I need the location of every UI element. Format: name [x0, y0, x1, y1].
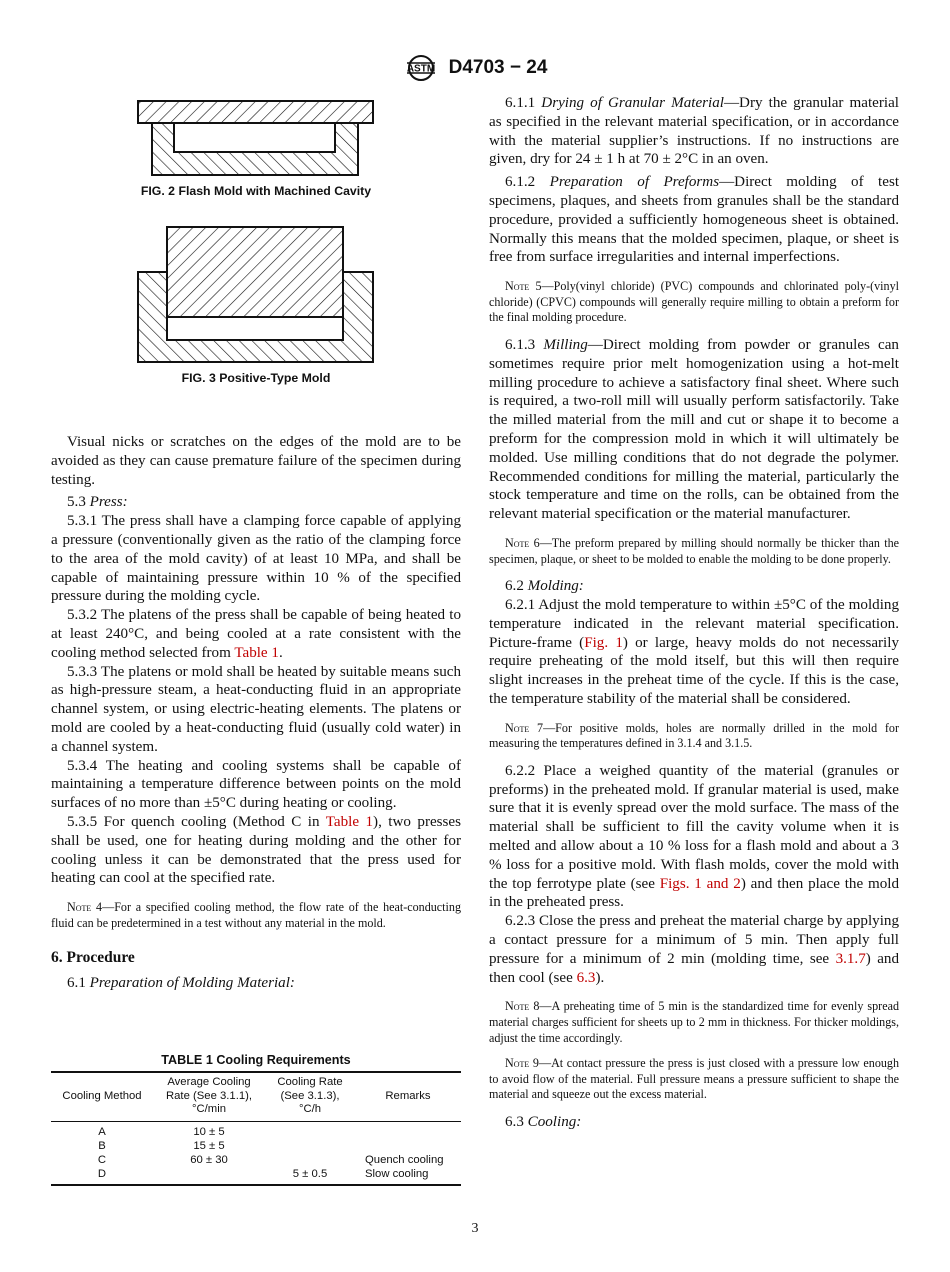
table-row [51, 1121, 461, 1139]
paragraph-6-2-3: 6.2.3 Close the press and preheat the material charge by applying a contact pressure for a minimum of 5 min. Then apply full pressure for a minimum of 2 min (molding time, see 3.1.7) and then cool (see 6.3). [489, 913, 900, 986]
paragraph-6-2-1: 6.2.1 Adjust the mold temperature to within ±5°C of the molding temperature indicated in the relevant material specification. Picture-frame (Fig. 1) or large, heavy molds do not necessarily require preheating of the mold itself, but this will then require slight increases in the preheat time of the cycle. If this is the case, the temperature stability of the material shall be considered. [489, 596, 899, 707]
paragraph-6-2-2: 6.2.2 Place a weighed quantity of the material (granules or preforms) in the preheated mold. If granular material is used, make sure that it is evenly spread over the mold surface. The mass of the material shall be sufficient to fill the cavity volume when it is melted and allow about a 10 % loss for a flash mold and about a 3 % loss for a positive mold. With flash molds, cover the mold with the top ferrotype plate (see Figs. 1 and 2) and then place the mold in the preheated press. [489, 762, 899, 911]
figure-3-positive-mold [130, 222, 390, 367]
link-table-1[interactable]: Table 1 [325, 813, 374, 830]
figure-3-caption: FIG. 3 Positive-Type Mold [181, 371, 331, 385]
paragraph-6-1-1: 6.1.1 Drying of Granular Material—Dry the granular material as specified in the relevant material specification, or in accordance with the material supplier’s instructions. If no instructions are given, dry for 24 ± 1 h at 70 ± 2°C in an oven. [489, 95, 899, 168]
note-8: Note 8—A preheating time of 5 min is the standardized time for evenly spread material charges sufficient for sheets up to 2 mm in thickness. For thicker moldings, adjust the time accordingly. [489, 999, 899, 1045]
document-designation: D4703 − 24 [448, 57, 548, 78]
table-cell [265, 1121, 355, 1139]
table-row [51, 1167, 461, 1184]
table-cell: Slow cooling [365, 1168, 429, 1181]
right-column [489, 94, 899, 1132]
svg-text:ASTM: ASTM [406, 63, 435, 75]
table-cell: 15 ± 5 [193, 1139, 225, 1152]
section-6-2-heading: 6.2 Molding: [505, 578, 584, 595]
table-cell [265, 1153, 355, 1167]
section-6-heading: 6. Procedure [51, 949, 135, 967]
link-6-3[interactable]: 6.3 [576, 969, 596, 986]
table-cell: 5 ± 0.5 [292, 1168, 328, 1181]
table-cell: C [97, 1154, 107, 1167]
table-row [51, 1153, 461, 1167]
table-cell: 10 ± 5 [193, 1125, 225, 1138]
table-cell: D [97, 1168, 107, 1181]
table-cell [153, 1167, 265, 1184]
table-cell: Quench cooling [365, 1154, 444, 1167]
figure-2-flash-mold [130, 96, 390, 180]
table-header-cell: Cooling Method [62, 1089, 142, 1102]
link-3-1-7[interactable]: 3.1.7 [835, 950, 866, 967]
paragraph-5-3-2: 5.3.2 The platens of the press shall be capable of being heated to at least 240°C, and being cooled at a rate consistent with the cooling method selected from Table 1. [51, 607, 461, 661]
link-figs-1-and-2[interactable]: Figs. 1 and 2 [659, 875, 741, 892]
paragraph-6-1-3: 6.1.3 Milling—Direct molding from powder or granules can sometimes require prior melt homogenization using a hot-melt milling procedure to achieve a satisfactory final sheet. Where such is required, a two-roll mill will usually perform satisfactorily. Take the milled material from the mill and cut or shape it to become a preform for the compression mold in which it will ultimately be molded. Use milling conditions that do not degrade the polymer. Recommended conditions for milling the material, particularly the stock temperature and time on the rolls, can be obtained from the relevant material specification or the material manufacturer. [489, 336, 899, 523]
table-cell: 60 ± 30 [190, 1154, 228, 1167]
paragraph-5-3-5: 5.3.5 For quench cooling (Method C in Table 1), two presses shall be used, one for heating during molding and the other for cooling unless it can be demonstrated that the press used for heating can cool at the specified rate. [51, 813, 461, 887]
note-5: Note 5—Poly(vinyl chloride) (PVC) compounds and chlorinated poly-(vinyl chloride) (CPVC) compounds will generally require milling to obtain a preform for the final molding procedure. [489, 279, 899, 325]
left-column [51, 433, 461, 993]
table-cell [265, 1139, 355, 1153]
table-row [51, 1139, 461, 1153]
page-header [0, 54, 950, 82]
section-5-3-heading: 5.3 Press: [67, 494, 128, 511]
note-7: Note 7—For positive molds, holes are normally drilled in the mold for measuring the temperatures defined in 3.1.4 and 3.1.5. [489, 720, 899, 751]
page-number: 3 [471, 1221, 479, 1236]
paragraph-5-3-1: 5.3.1 The press shall have a clamping force capable of applying a pressure (conventionally given as the ratio of the clamping force to the area of the mold cavity) of at least 10 MPa, and shall be capable of maintaining pressure within 10 % of the specified pressure during the molding cycle. [51, 513, 461, 605]
note-4: Note 4—For a specified cooling method, the flow rate of the heat-conducting fluid can be predetermined in a test without any material in the mold. [51, 900, 461, 930]
table-cell: A [98, 1125, 106, 1138]
table-1-title: TABLE 1 Cooling Requirements [161, 1053, 351, 1067]
link-fig-1[interactable]: Fig. 1 [584, 634, 623, 651]
table-header-row [51, 1072, 461, 1121]
table-cell: B [98, 1139, 106, 1152]
paragraph-6-1-2: 6.1.2 Preparation of Preforms—Direct molding of test specimens, plaques, and sheets from granules shall be the standard procedure, provided a sufficiently homogeneous sheet is obtained. Normally this means that the molded specimen, plaque, or sheet is free from surface irregularities and internal imperfections. [489, 174, 900, 266]
table-header-cell: Remarks [385, 1089, 431, 1102]
table-header-cell: Cooling Rate (See 3.1.3), °C/h [277, 1076, 343, 1115]
table-cell [355, 1121, 461, 1139]
note-9: Note 9—At contact pressure the press is just closed with a pressure low enough to avoid flow of the material. Full pressure means a pressure sufficient to shape the material and squeeze out the excess material. [489, 1056, 900, 1102]
note-6: Note 6—The preform prepared by milling should normally be thicker than the specimen, plaque, or sheet to be molded to enable the molding to be done properly. [489, 535, 900, 566]
table-1 [51, 1071, 461, 1186]
paragraph-5-3-3: 5.3.3 The platens or mold shall be heated by suitable means such as high-pressure steam, a heat-conducting fluid in an appropriate channel system, or using electric-heating elements. The platens or mold are cooled by a heat-conducting fluid (usually cold water) in a channel system. [51, 663, 461, 755]
table-header-cell: Average Cooling Rate (See 3.1.1), °C/min [165, 1076, 253, 1115]
paragraph-5-3-4: 5.3.4 The heating and cooling systems shall be capable of maintaining a temperature difference between points on the mold surfaces of no more than ±5°C during heating or cooling. [51, 757, 461, 812]
section-6-1-heading: 6.1 Preparation of Molding Material: [67, 975, 295, 992]
paragraph-visual-nicks: Visual nicks or scratches on the edges of the mold are to be avoided as they can cause premature failure of the specimen during testing. [51, 434, 461, 488]
section-6-3-heading: 6.3 Cooling: [505, 1114, 582, 1130]
link-table-1[interactable]: Table 1 [234, 644, 279, 661]
astm-logo-icon [403, 54, 439, 82]
table-cell [355, 1139, 461, 1153]
figure-2-caption: FIG. 2 Flash Mold with Machined Cavity [140, 184, 372, 198]
